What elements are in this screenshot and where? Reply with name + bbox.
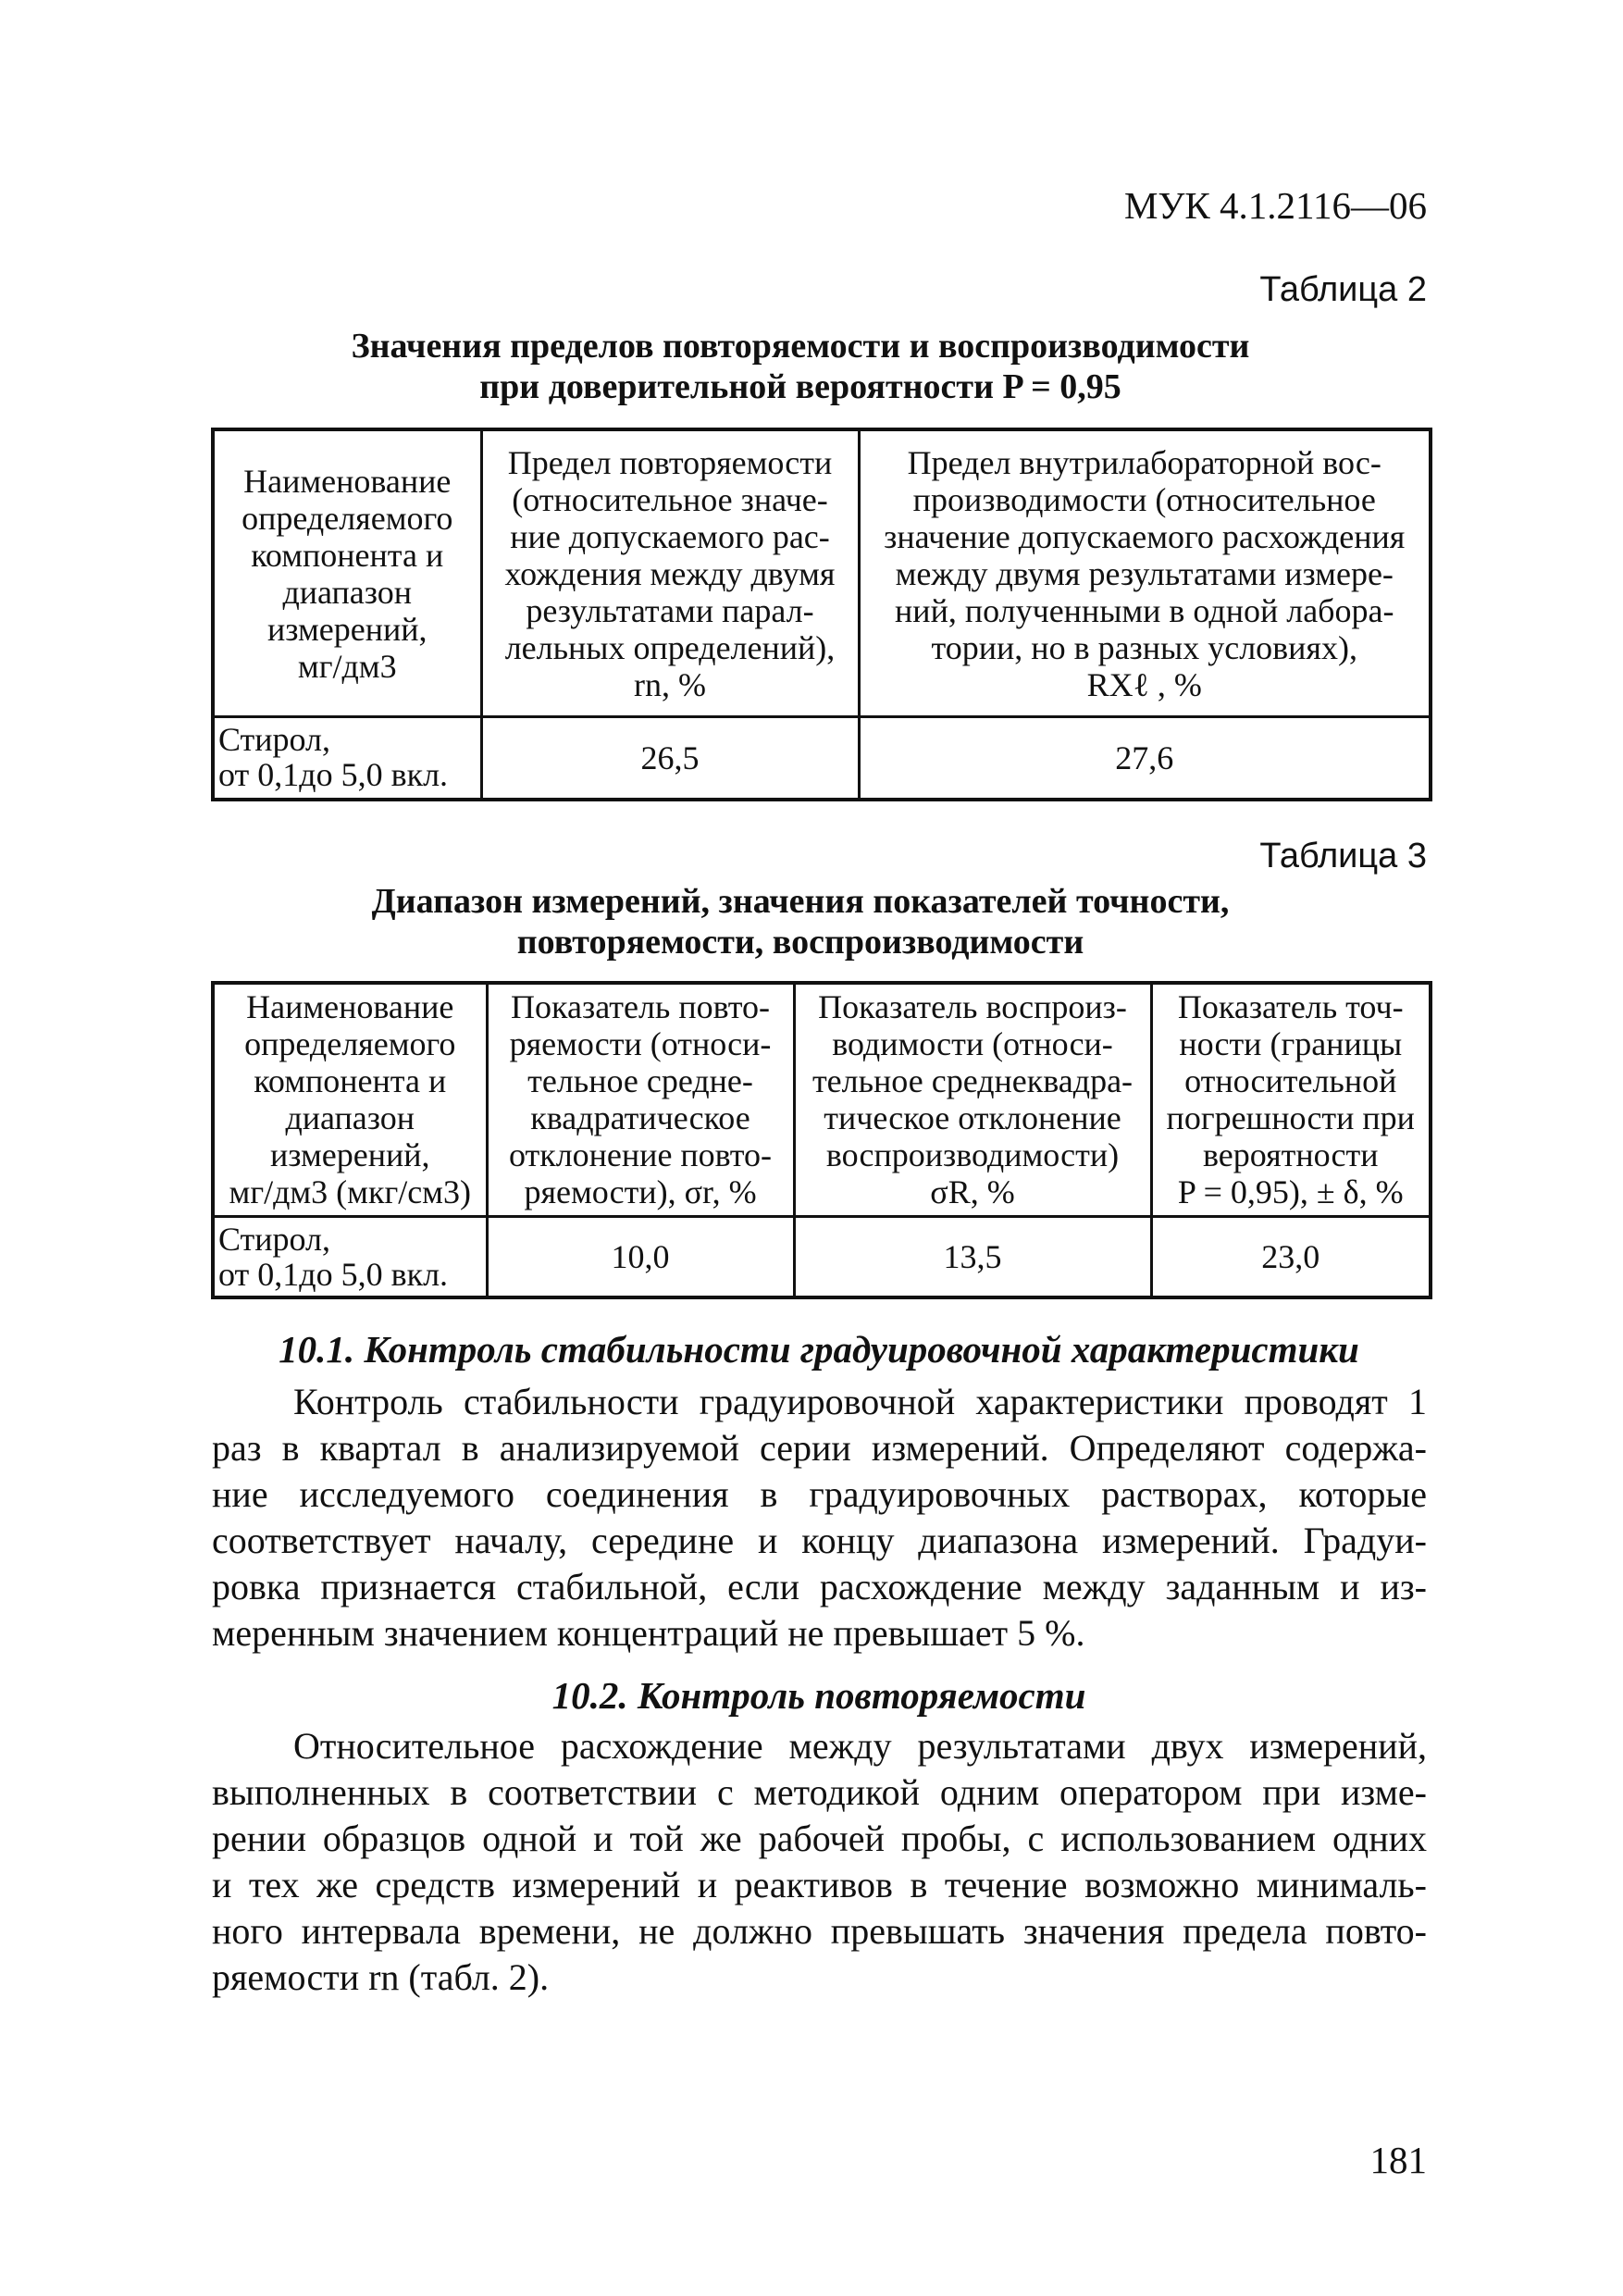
header-line: компонента и: [254, 1062, 447, 1100]
table2-caption-line1: Значения пределов повторяемости и воспроизводимости: [351, 327, 1250, 366]
header-line: ний, полученными в одной лабора-: [895, 591, 1394, 629]
table3-header-component: [213, 983, 487, 1216]
section-10-2-line: Относительное расхождение между результатами двух измерений,: [293, 1725, 1427, 1767]
section-10-1-line: ровка признается стабильной, если расхождение между заданным и из-: [212, 1566, 1427, 1607]
page-number: 181: [1369, 2139, 1427, 2181]
table3-label: Таблица 3: [1259, 837, 1427, 875]
table3-header-component-text: [218, 988, 482, 1210]
header-line: тельное среднеквадра-: [812, 1062, 1134, 1100]
table3: [211, 981, 1432, 1299]
table2-header-repeatability: [481, 429, 859, 717]
table2-header-reproducibility: [859, 429, 1431, 717]
header-line: тельное средне-: [527, 1062, 753, 1100]
header-line: мг/дм3 (мкг/см3): [229, 1173, 471, 1211]
section-10-1-heading: 10.1. Контроль стабильности градуировочной характеристики: [279, 1328, 1359, 1371]
section-10-2-line: и тех же средств измерений и реактивов в течение возможно минималь-: [212, 1864, 1427, 1905]
table3-header-accuracy: [1151, 983, 1431, 1216]
header-line: измерений,: [269, 1136, 430, 1174]
section-10-2-paragraph: [212, 1723, 1427, 2001]
header-line: RXℓ , %: [1086, 665, 1202, 703]
header-line: результатами парал-: [526, 591, 814, 629]
table3-row-name: [213, 1216, 487, 1297]
table3-header-accuracy-text: [1157, 988, 1426, 1210]
table3-header-repeatability-text: [492, 988, 789, 1210]
section-10-2-line: выполненных в соответствии с методикой одним оператором при изме-: [212, 1771, 1427, 1813]
header-line: ности (границы: [1179, 1025, 1403, 1063]
header-line: Предел внутрилабораторной вос-: [907, 443, 1381, 481]
table2: [211, 428, 1432, 801]
header-line: (относительное значе-: [512, 480, 828, 518]
section-10-1-line: ние исследуемого соединения в градуировочных растворах, которые: [212, 1473, 1427, 1515]
table3-caption-line2: повторяемости, воспроизводимости: [516, 923, 1084, 962]
document-code: МУК 4.1.2116—06: [1123, 184, 1427, 227]
header-line: воспроизводимости): [825, 1136, 1120, 1174]
table-row: [213, 1216, 1431, 1297]
section-10-2-line: рении образцов одной и той же рабочей пробы, с использованием одних: [212, 1818, 1427, 1859]
header-line: rn, %: [634, 665, 706, 703]
header-line: мг/дм3: [297, 647, 397, 685]
section-10-1-line: меренным значением концентраций не превышает 5 %.: [212, 1612, 1085, 1654]
section-10-2-line: ного интервала времени, не должно превышать значения предела повто-: [212, 1910, 1427, 1952]
header-line: диапазон: [282, 573, 413, 611]
header-line: между двумя результатами измере-: [895, 554, 1394, 592]
table3-caption-line1: Диапазон измерений, значения показателей точности,: [371, 882, 1230, 921]
header-line: определяемого: [242, 499, 453, 537]
header-line: σR, %: [930, 1173, 1015, 1211]
section-10-1-line: Контроль стабильности градуировочной характеристики проводят 1: [293, 1381, 1427, 1422]
table2-caption-line2: при доверительной вероятности P = 0,95: [479, 367, 1121, 406]
table2-header-component: [213, 429, 481, 717]
header-line: ряемости (относи-: [509, 1025, 772, 1063]
table3-header-reproducibility: [794, 983, 1151, 1216]
header-line: квадратическое: [530, 1099, 750, 1137]
header-line: отклонение повто-: [508, 1136, 773, 1174]
table2-header-row: [213, 429, 1431, 717]
header-line: диапазон: [285, 1099, 415, 1137]
table3-row-name-line2: от 0,1до 5,0 вкл.: [218, 1255, 449, 1293]
table3-header-row: [213, 983, 1431, 1216]
table2-row-reproducibility: 27,6: [859, 717, 1431, 800]
header-line: производимости (относительное: [912, 480, 1376, 518]
header-line: относительной: [1184, 1062, 1397, 1100]
table3-caption: [213, 881, 1388, 962]
header-line: Предел повторяемости: [507, 443, 833, 481]
table2-header-reproducibility-text: [864, 444, 1426, 703]
section-10-2-heading: 10.2. Контроль повторяемости: [551, 1674, 1086, 1717]
header-line: определяемого: [244, 1025, 456, 1063]
header-line: Показатель воспроиз-: [818, 988, 1127, 1026]
header-line: Показатель повто-: [511, 988, 770, 1026]
table2-header-component-text: [218, 463, 477, 685]
header-line: водимости (относи-: [832, 1025, 1113, 1063]
table2-row-name: [213, 717, 481, 800]
section-10-1-paragraph: [212, 1379, 1427, 1657]
header-line: Наименование: [243, 462, 452, 500]
table2-header-repeatability-text: [487, 444, 854, 703]
header-line: тическое отклонение: [824, 1099, 1121, 1137]
header-line: хождения между двумя: [504, 554, 836, 592]
header-line: ние допускаемого рас-: [510, 517, 830, 555]
header-line: измерений,: [266, 610, 427, 648]
table2-row-name-line1: Стирол,: [218, 721, 331, 759]
table2-row-name-line2: от 0,1до 5,0 вкл.: [218, 756, 449, 794]
table3-row-reproducibility: 13,5: [794, 1216, 1151, 1297]
section-10-1-line: раз в квартал в анализируемой серии измерений. Определяют содержа-: [212, 1427, 1427, 1469]
table2-row-repeatability: 26,5: [481, 717, 859, 800]
section-10-2-line: ряемости rn (табл. 2).: [212, 1956, 550, 1998]
table3-row-accuracy: 23,0: [1151, 1216, 1431, 1297]
table-row: [213, 717, 1431, 800]
table3-row-name-line1: Стирол,: [218, 1220, 331, 1258]
header-line: значение допускаемого расхождения: [884, 517, 1406, 555]
header-line: P = 0,95), ± δ, %: [1177, 1173, 1404, 1211]
header-line: ряемости), σr, %: [524, 1173, 757, 1211]
header-line: компонента и: [251, 536, 444, 574]
header-line: Показатель точ-: [1177, 988, 1404, 1026]
header-line: лельных определений),: [504, 628, 836, 666]
section-10-1-line: соответствует началу, середине и концу диапазона измерений. Градуи-: [212, 1520, 1427, 1561]
header-line: погрешности при: [1166, 1099, 1415, 1137]
table2-caption: [213, 326, 1388, 407]
table3-header-repeatability: [487, 983, 794, 1216]
header-line: тории, но в разных условиях),: [931, 628, 1357, 666]
table2-label: Таблица 2: [1259, 270, 1427, 309]
header-line: Наименование: [246, 988, 454, 1026]
table3-header-reproducibility-text: [799, 988, 1146, 1210]
table3-row-repeatability: 10,0: [487, 1216, 794, 1297]
header-line: вероятности: [1202, 1136, 1379, 1174]
